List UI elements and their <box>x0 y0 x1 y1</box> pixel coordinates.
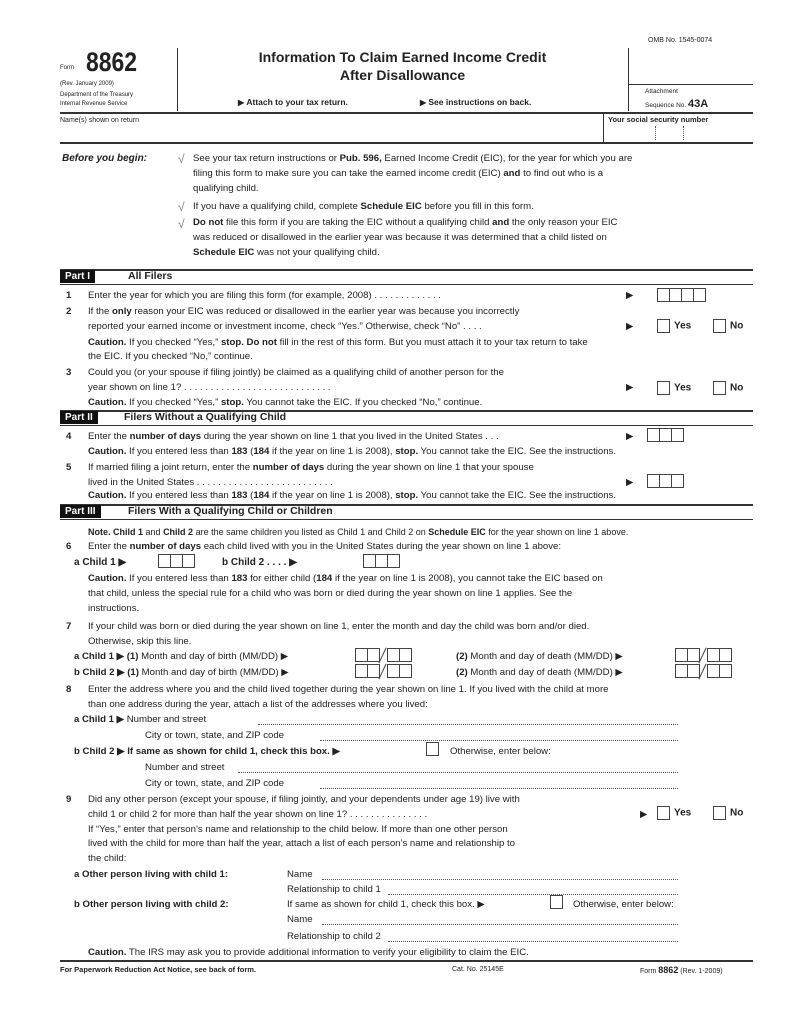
text-segment: Schedule EIC <box>360 201 422 212</box>
irs: Internal Revenue Service <box>60 101 128 107</box>
text-segment: Could you (or your spouse if filing jointly) be claimed as a qualifying child of another person for the <box>88 367 504 378</box>
text-segment: Did any other person (except your spouse, if filing jointly, and your dependents under age 19) live with <box>88 794 520 805</box>
child-1-days-input[interactable] <box>158 554 194 568</box>
text-segment: file this form if you are taking the EIC without a qualifying child <box>223 217 493 228</box>
text-segment: during the year shown on line 1 that you lived in the United States . . . <box>201 431 499 442</box>
text-segment: for the year shown on line 1 above. <box>485 527 629 537</box>
name-label: Name(s) shown on return <box>60 117 139 124</box>
text-segment: fill in the rest of this form. But you must attach it to your tax return to take <box>276 337 588 348</box>
line-2-caution <box>88 337 588 349</box>
text-segment: If you entered less than <box>126 446 232 457</box>
text-segment: was reduced or disallowed in the earlier year was because it was determined that a child listed on <box>193 232 607 243</box>
omb-number: OMB No. 1545-0074 <box>648 37 713 44</box>
child-2-city-input[interactable] <box>320 780 678 789</box>
child-1-death-input[interactable] <box>675 648 731 662</box>
days-lived-input[interactable] <box>647 428 683 442</box>
line-8-cont <box>88 699 428 711</box>
text-segment: Caution. <box>88 490 127 501</box>
child-2-street-input[interactable] <box>238 764 678 773</box>
other-1-name-input[interactable] <box>322 871 678 880</box>
before-item-2 <box>193 201 534 213</box>
text-segment: Earned Income Credit (EIC), for the year for which you are <box>381 153 633 164</box>
text-segment: Child 2 <box>163 527 194 537</box>
child-2-birth-input[interactable] <box>355 664 411 678</box>
line-2-cont <box>88 321 482 333</box>
department: Department of the Treasury <box>60 92 134 98</box>
form-subtitle: After Disallowance <box>339 67 466 83</box>
text-segment: number of days <box>252 462 325 473</box>
text-segment: ( <box>247 446 254 457</box>
child-2-city-label: City or town, state, and ZIP code <box>145 778 285 789</box>
line-6-caution-cont <box>88 588 572 600</box>
text-segment: stop. Do not <box>220 337 277 348</box>
text-segment: Caution. <box>88 947 127 958</box>
text-segment: (2) <box>456 651 468 662</box>
before-you-begin-label: Before you begin: <box>62 153 148 164</box>
other-2-name-input[interactable] <box>322 916 678 925</box>
child-2-same-label <box>74 746 340 758</box>
text-segment: and <box>143 527 164 537</box>
text-segment: 183 <box>231 446 248 457</box>
line-9-cont <box>88 809 427 821</box>
text-segment: If your child was born or died during the year shown on line 1, enter the month and day the child was born and/or died. <box>88 621 590 632</box>
text-segment: If you have a qualifying child, complete <box>193 201 361 212</box>
footer-form: Form 8862 (Rev. 1-2009) <box>640 965 723 975</box>
line-3 <box>88 367 504 378</box>
child-1-city-input[interactable] <box>320 732 678 741</box>
text-segment: was not your qualifying child. <box>254 247 380 258</box>
line-9-instr-cont <box>88 838 515 850</box>
child-1-death-label <box>456 651 623 663</box>
text-segment: Caution. <box>88 337 127 348</box>
text-segment: Otherwise, skip this line. <box>88 636 192 647</box>
attachment-label: Attachment <box>645 88 678 95</box>
text-segment: and <box>492 217 510 228</box>
before-item-3 <box>193 217 617 229</box>
child-1-street-label <box>74 714 206 726</box>
text-segment: If the <box>88 306 112 317</box>
line-5 <box>88 462 534 473</box>
text-segment: Month and day of birth (MM/DD) ▶ <box>138 667 289 678</box>
text-segment: If you entered less than <box>126 490 232 501</box>
text-segment: 184 <box>253 490 270 501</box>
part-3-note <box>88 526 628 538</box>
text-segment: You cannot take the EIC. See the instructions. <box>418 446 617 457</box>
line-3-caution <box>88 397 482 409</box>
text-segment: Month and day of death (MM/DD) ▶ <box>467 667 623 678</box>
line-8 <box>88 684 609 695</box>
name-field[interactable] <box>62 125 592 141</box>
text-segment: See your tax return instructions or <box>193 153 340 164</box>
child-2-street-label: Number and street <box>145 762 225 773</box>
text-segment: lived with the child for more than half the year, attach a list of each person’s name and relationship to <box>88 838 515 849</box>
line-3-no-checkbox[interactable]: No <box>713 381 743 396</box>
text-segment: ( <box>247 490 254 501</box>
line-9-no-checkbox[interactable]: No <box>713 806 743 821</box>
text-segment: stop. <box>220 397 244 408</box>
line-5-cont <box>88 477 333 489</box>
line-6-caution <box>88 573 603 585</box>
text-segment: Number and street <box>124 714 207 725</box>
otherwise-label: Otherwise, enter below: <box>450 746 551 757</box>
part-3-title: Filers With a Qualifying Child or Children <box>128 505 333 517</box>
child-2-label: b Child 2 . . . . ▶ <box>222 557 297 568</box>
checkmark-icon: √ <box>178 200 185 214</box>
text-segment: stop. <box>395 490 419 501</box>
text-segment: a Child 1 ▶ (1) <box>74 651 139 662</box>
ssn-field[interactable] <box>606 125 751 141</box>
line-9 <box>88 794 520 805</box>
text-segment: Do not <box>193 217 224 228</box>
line-5-caution <box>88 490 616 502</box>
text-segment: The IRS may ask you to provide additional information to verify your eligibility to claim the EIC. <box>126 947 529 958</box>
text-segment: Caution. <box>88 397 127 408</box>
line-2-caution-cont <box>88 351 253 363</box>
text-segment: the EIC. If you checked “No,” continue. <box>88 351 253 362</box>
other-2-same-checkbox[interactable] <box>550 895 567 909</box>
before-item-1-cont <box>193 168 603 180</box>
line-9-instr-cont <box>88 853 126 865</box>
year-input[interactable] <box>657 288 705 302</box>
other-1-rel-label: Relationship to child 1 <box>287 884 381 895</box>
otherwise-label: Otherwise, enter below: <box>573 899 674 910</box>
text-segment: than one address during the year, attach a list of the addresses where you lived: <box>88 699 428 710</box>
line-3-yes-checkbox[interactable]: Yes <box>657 381 691 396</box>
text-segment: reason your EIC was reduced or disallowed in the earlier year was because you incorrectly <box>131 306 520 317</box>
text-segment: If you entered less than <box>126 573 232 584</box>
child-1-city-label: City or town, state, and ZIP code <box>145 730 285 741</box>
line-2 <box>88 306 519 317</box>
text-segment: 184 <box>316 573 333 584</box>
checkmark-icon: √ <box>178 152 185 166</box>
text-segment: are the same children you listed as Child 1 and Child 2 on <box>193 527 429 537</box>
line-6 <box>88 541 561 552</box>
rev-date: (Rev. January 2009) <box>60 81 114 87</box>
text-segment: If you checked “Yes,” <box>126 397 221 408</box>
before-item-1 <box>193 153 632 165</box>
line-2-yes-checkbox[interactable]: Yes <box>657 319 691 334</box>
line-3-cont <box>88 382 331 394</box>
text-segment: 183 <box>231 490 248 501</box>
text-segment: the child: <box>88 853 127 864</box>
line-1: 1 Enter the year for which you are filing this form (for example, 2008) . . . . . . . . . . . . . <box>66 290 441 301</box>
part-2-title: Filers Without a Qualifying Child <box>124 411 287 423</box>
text-segment: If married filing a joint return, enter the <box>88 462 253 473</box>
child-2-birth-label <box>74 667 289 679</box>
line-4-caution <box>88 446 616 458</box>
checkmark-icon: √ <box>178 217 185 231</box>
text-segment: Enter the year for which you are filing this form (for example, 2008) . . . . . . . . . . . . . <box>88 290 441 301</box>
line-9-yes-checkbox[interactable]: Yes <box>657 806 691 821</box>
text-segment: Month and day of death (MM/DD) ▶ <box>467 651 623 662</box>
text-segment: stop. <box>395 446 419 457</box>
text-segment: Schedule EIC <box>428 527 486 537</box>
form-title: Information To Claim Earned Income Credit <box>258 49 547 65</box>
form-number: 8862 <box>86 47 138 77</box>
text-segment: If “Yes,” enter that person’s name and relationship to the child below. If more than one other person <box>88 824 508 835</box>
part-3-tag: Part III <box>60 505 101 518</box>
text-segment: Enter the address where you and the child lived together during the year shown on line 1. If you lived with the child at more <box>88 684 609 695</box>
text-segment: to find out who is a <box>520 168 604 179</box>
other-person-2-label: b Other person living with child 2: <box>74 899 229 910</box>
text-segment: Schedule EIC <box>193 247 255 258</box>
child-1-label: a Child 1 ▶ <box>74 557 127 568</box>
text-segment: Child 1 <box>113 527 144 537</box>
line-4 <box>88 431 499 442</box>
line-7-cont <box>88 636 191 648</box>
part-1-tag: Part I <box>60 270 95 283</box>
before-item-3-cont <box>193 232 607 244</box>
text-segment: reported your earned income or investment income, check “Yes.” Otherwise, check “No” . . . . <box>88 321 482 332</box>
text-segment: lived in the United States . . . . . . . . . . . . . . . . . . . . . . . . . . <box>88 477 333 488</box>
text-segment: year shown on line 1? . . . . . . . . . . . . . . . . . . . . . . . . . . . . <box>88 382 331 393</box>
text-segment: child 1 or child 2 for more than half the year shown on line 1? . . . . . . . . . . . . . . . <box>88 809 428 820</box>
text-segment: Month and day of birth (MM/DD) ▶ <box>138 651 289 662</box>
text-segment: Caution. <box>88 446 127 457</box>
text-segment: the only reason your EIC <box>509 217 618 228</box>
line-2-no-checkbox[interactable]: No <box>713 319 743 334</box>
paperwork-notice: For Paperwork Reduction Act Notice, see back of form. <box>60 965 257 974</box>
before-item-3-cont <box>193 247 380 259</box>
text-segment: number of days <box>129 541 202 552</box>
ssn-label: Your social security number <box>608 115 709 124</box>
child-2-death-label <box>456 667 623 679</box>
text-segment: Enter the <box>88 541 130 552</box>
text-segment: before you fill in this form. <box>421 201 534 212</box>
text-segment: for either child ( <box>247 573 317 584</box>
text-segment: You cannot take the EIC. If you checked “No,” continue. <box>243 397 483 408</box>
text-segment: that child, unless the special rule for a child who was born or died during the year shown on line 1 applies. See the <box>88 588 573 599</box>
other-2-name-label: Name <box>287 914 313 925</box>
text-segment: Pub. 596, <box>339 153 382 164</box>
text-segment: You cannot take the EIC. See the instructions. <box>418 490 617 501</box>
child-2-same-checkbox[interactable] <box>426 742 443 756</box>
text-segment: number of days <box>129 431 202 442</box>
part-2-tag: Part II <box>60 411 98 424</box>
line-9-instr <box>88 824 508 836</box>
text-segment: if the year on line 1 is 2008), <box>269 490 396 501</box>
text-segment: 183 <box>231 573 248 584</box>
text-segment: (2) <box>456 667 468 678</box>
line-7 <box>88 621 589 632</box>
text-segment: instructions. <box>88 603 140 614</box>
child-2-days-input[interactable] <box>363 554 399 568</box>
text-segment: each child lived with you in the United States during the year shown on line 1 above: <box>201 541 562 552</box>
sequence-label: Sequence No. 43A <box>645 98 709 110</box>
other-2-rel-label: Relationship to child 2 <box>287 931 381 942</box>
other-1-name-label: Name <box>287 869 313 880</box>
text-segment: Caution. <box>88 573 127 584</box>
text-segment: Note. <box>88 527 111 537</box>
text-segment: if the year on line 1 is 2008), you cannot take the EIC based on <box>332 573 603 584</box>
text-segment: b Child 2 ▶ If same as shown for child 1, check this box. ▶ <box>74 746 340 757</box>
text-segment: qualifying child. <box>193 183 259 194</box>
attach-instruction: ▶ Attach to your tax return. <box>238 97 348 107</box>
child-1-street-input[interactable] <box>258 716 678 725</box>
part-3-caution <box>88 947 529 959</box>
see-instructions: ▶ See instructions on back. <box>420 97 532 107</box>
text-segment: if the year on line 1 is 2008), <box>269 446 396 457</box>
text-segment: 184 <box>253 446 270 457</box>
line-6-caution-cont <box>88 603 139 615</box>
text-segment: b Child 2 ▶ (1) <box>74 667 139 678</box>
other-1-relationship-input[interactable] <box>388 886 678 895</box>
text-segment: a Child 1 ▶ <box>74 714 125 725</box>
cat-number: Cat. No. 25145E <box>452 966 504 973</box>
other-person-1-label: a Other person living with child 1: <box>74 869 229 880</box>
other-2-same-label: If same as shown for child 1, check this box. ▶ <box>287 899 485 910</box>
child-2-death-input[interactable] <box>675 664 731 678</box>
text-segment: only <box>112 306 132 317</box>
text-segment: Enter the <box>88 431 130 442</box>
part-1-title: All Filers <box>128 270 173 282</box>
text-segment: during the year shown on line 1 that your spouse <box>324 462 534 473</box>
before-item-1-cont <box>193 183 259 195</box>
child-1-birth-label <box>74 651 288 663</box>
text-segment: If you checked “Yes,” <box>126 337 221 348</box>
spouse-days-input[interactable] <box>647 474 683 488</box>
text-segment: and <box>503 168 521 179</box>
text-segment: filing this form to make sure you can take the earned income credit (EIC) <box>193 168 504 179</box>
other-2-relationship-input[interactable] <box>388 933 678 942</box>
child-1-birth-input[interactable] <box>355 648 411 662</box>
form-label: Form <box>60 65 74 71</box>
